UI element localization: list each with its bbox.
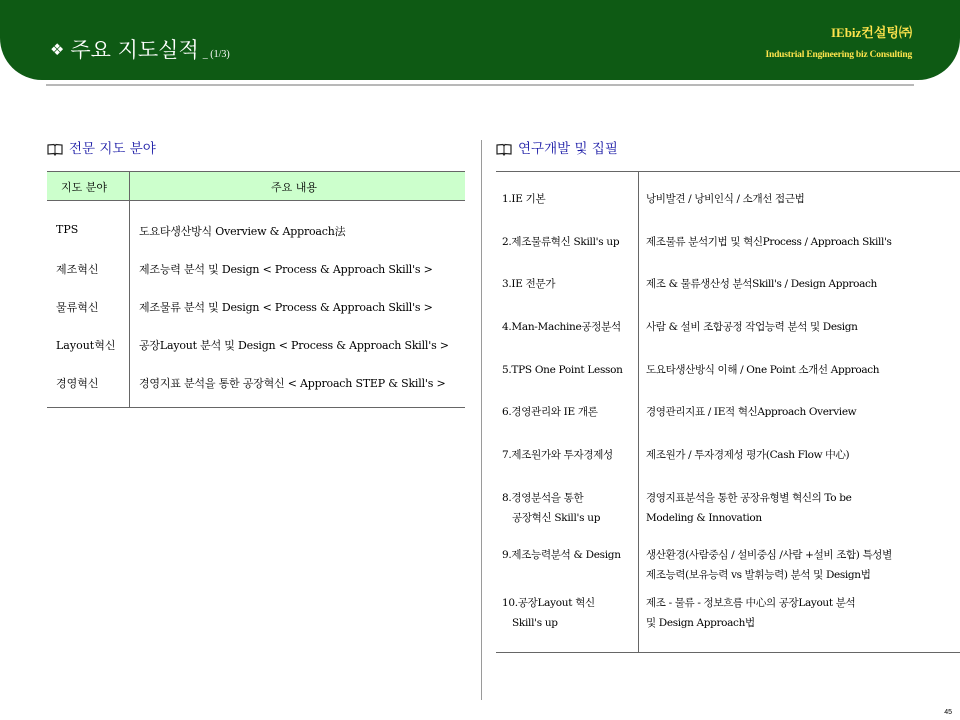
field-cell: Layout혁신 [56, 339, 116, 352]
topic-cell [502, 189, 545, 209]
desc-cell [646, 402, 856, 422]
header-bar [0, 0, 960, 80]
content-cell: 제조물류 분석 및 Design < Process & Approach Skill's > [139, 301, 433, 314]
page-title [50, 34, 230, 64]
content-cell: 경영지표 분석을 통한 공장혁신 < Approach STEP & Skill's > [139, 377, 446, 390]
expertise-table-divider [129, 171, 130, 407]
desc-line: 및 Design Approach법 [646, 617, 755, 629]
topic-line: 7.제조원가와 투자경제성 [502, 449, 613, 461]
topic-cell [502, 232, 619, 252]
topic-line: 공장혁신 Skill's up [512, 512, 601, 524]
topic-cell [502, 545, 621, 565]
desc-line: 제조 - 물류 - 정보흐름 中心의 공장Layout 분석 [646, 597, 856, 609]
topic-cell [502, 593, 595, 633]
topic-line: Skill's up [512, 617, 558, 629]
page-title-text: 주요 지도실적 [70, 38, 199, 62]
desc-cell [646, 189, 804, 209]
expertise-table-header [47, 171, 465, 201]
page-subtitle: _ (1/3) [202, 49, 230, 60]
desc-line: 경영관리지표 / IE적 혁신Approach Overview [646, 406, 857, 418]
desc-cell [646, 488, 851, 528]
brand-name: IEbiz컨설팅㈜ [830, 25, 912, 40]
content-cell: 도요타생산방식 Overview & Approach法 [139, 225, 346, 238]
research-table-divider [638, 171, 639, 652]
book-icon [496, 143, 512, 156]
topic-cell [502, 317, 621, 337]
field-cell: 경영혁신 [56, 377, 99, 390]
desc-line: 제조 & 물류생산성 분석Skill's / Design Approach [646, 278, 877, 290]
topic-line: 9.제조능력분석 & Design [502, 549, 621, 561]
desc-cell [646, 360, 879, 380]
desc-line: 사람 & 설비 조합공정 작업능력 분석 및 Design [646, 321, 858, 333]
section-title-research-text: 연구개발 및 집필 [518, 141, 618, 157]
topic-line: 2.제조물류혁신 Skill's up [502, 236, 620, 248]
header-content: 주요 내용 [271, 181, 318, 194]
field-cell: TPS [56, 223, 79, 236]
topic-line: 8.경영분석을 통한 [502, 492, 584, 504]
desc-cell [646, 232, 892, 252]
desc-line: 경영지표분석을 통한 공장유형별 혁신의 To be [646, 492, 852, 504]
desc-cell [646, 545, 892, 585]
page-number: 45 [944, 709, 952, 716]
desc-cell [646, 593, 855, 633]
brand-tagline: Industrial Engineering biz Consulting [765, 50, 912, 60]
section-title-research [496, 137, 618, 157]
research-table-bottom-border [496, 652, 960, 653]
topic-line: 5.TPS One Point Lesson [502, 364, 623, 376]
section-title-expertise [47, 137, 156, 157]
topic-line: 6.경영관리와 IE 개론 [502, 406, 598, 418]
topic-line: 3.IE 전문가 [502, 278, 556, 290]
column-divider [481, 140, 482, 700]
topic-cell [502, 402, 598, 422]
field-cell: 제조혁신 [56, 263, 99, 276]
book-icon [47, 143, 63, 156]
header-divider [46, 84, 914, 86]
topic-line: 1.IE 기본 [502, 193, 546, 205]
topic-cell [502, 488, 600, 528]
topic-line: 10.공장Layout 혁신 [502, 597, 595, 609]
desc-line: Modeling & Innovation [646, 512, 762, 524]
desc-line: 제조능력(보유능력 vs 발휘능력) 분석 및 Design법 [646, 569, 871, 581]
field-cell: 물류혁신 [56, 301, 99, 314]
topic-cell [502, 274, 555, 294]
desc-line: 제조물류 분석기법 및 혁신Process / Approach Skill's [646, 236, 892, 248]
research-table [496, 171, 960, 652]
topic-cell [502, 445, 613, 465]
header-field: 지도 분야 [61, 181, 108, 194]
research-table-top-border [496, 171, 960, 172]
expertise-table [47, 171, 465, 408]
desc-line: 낭비발견 / 낭비인식 / 소개선 접근법 [646, 193, 805, 205]
content-cell: 공장Layout 분석 및 Design < Process & Approach Skill's > [139, 339, 449, 352]
desc-line: 도요타생산방식 이해 / One Point 소개선 Approach [646, 364, 880, 376]
section-title-expertise-text: 전문 지도 분야 [69, 141, 156, 157]
topic-cell [502, 360, 623, 380]
desc-cell [646, 445, 849, 465]
content-cell: 제조능력 분석 및 Design < Process & Approach Skill's > [139, 263, 433, 276]
desc-line: 제조원가 / 투자경제성 평가(Cash Flow 中心) [646, 449, 850, 461]
desc-cell [646, 274, 877, 294]
desc-line: 생산환경(사람중심 / 설비중심 /사람 +설비 조합) 특성별 [646, 549, 892, 561]
diamond-bullet-icon: ❖ [50, 40, 65, 59]
desc-cell [646, 317, 858, 337]
topic-line: 4.Man-Machine공정분석 [502, 321, 621, 333]
